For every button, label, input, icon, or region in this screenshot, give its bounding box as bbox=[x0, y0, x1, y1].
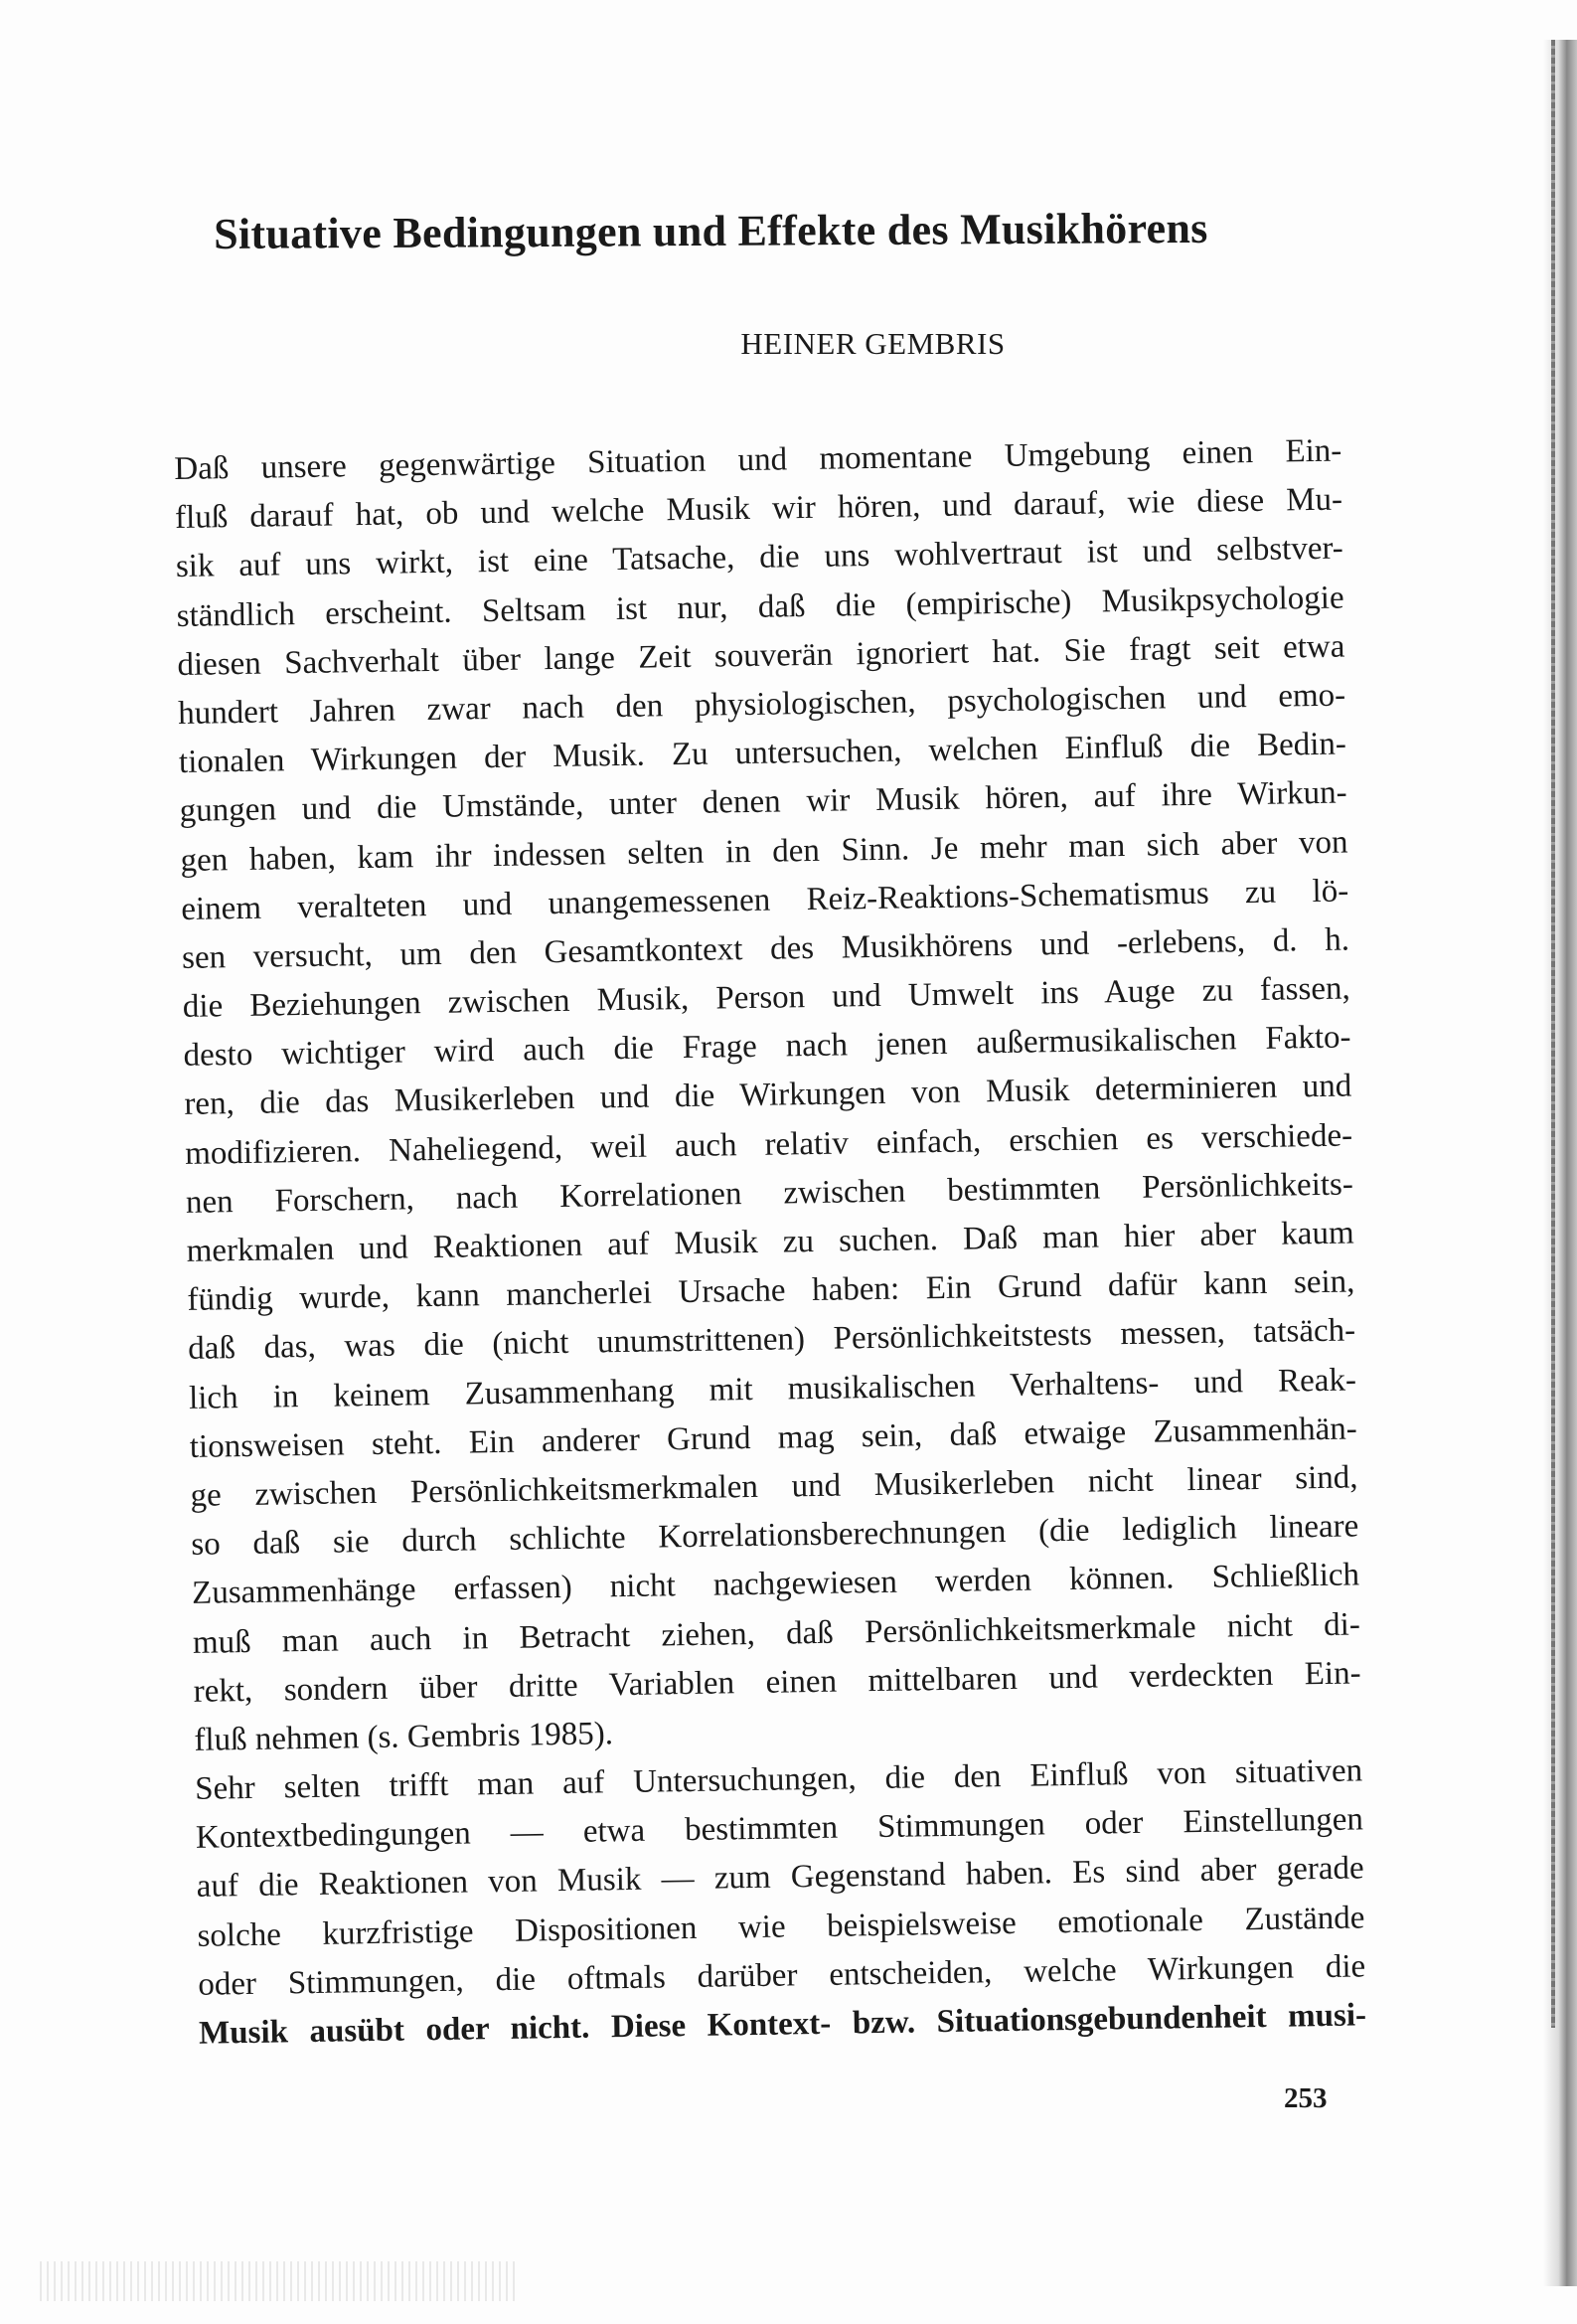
text-line: nen Forschern, nach Korrelationen zwischen bestimmten Persönlichkeits- bbox=[185, 1166, 1354, 1221]
text-line: ständlich erscheint. Seltsam ist nur, daß die (empirische) Musikpsychologie bbox=[176, 580, 1344, 634]
scan-noise bbox=[40, 2261, 517, 2301]
text-line: sik auf uns wirkt, ist eine Tatsache, die uns wohlvertraut ist und selbstver- bbox=[175, 530, 1344, 585]
text-line: lich in keinem Zusammenhang mit musikalischen Verhaltens- und Reak- bbox=[188, 1361, 1357, 1416]
text-line: tionsweisen steht. Ein anderer Grund mag sein, daß etwaige Zusammenhän- bbox=[189, 1411, 1357, 1465]
text-line: Daß unsere gegenwärtige Situation und momentane Umgebung einen Ein- bbox=[174, 432, 1342, 487]
text-line: Sehr selten trifft man auf Untersuchungen, die den Einfluß von situativen bbox=[194, 1752, 1363, 1807]
text-line: muß man auch in Betracht ziehen, daß Persönlichkeitsmerkmale nicht di- bbox=[192, 1605, 1361, 1661]
text-line: so daß sie durch schlichte Korrelationsberechnungen (die lediglich lineare bbox=[191, 1508, 1359, 1563]
text-line: gen haben, kam ihr indessen selten in den Sinn. Je mehr man sich aber von bbox=[180, 823, 1348, 879]
text-line: Musik ausübt oder nicht. Diese Kontext- bzw. Situationsgebundenheit musi- bbox=[198, 1997, 1367, 2052]
text-line: modifizieren. Naheliegend, weil auch relativ einfach, erschien es verschiede- bbox=[184, 1117, 1353, 1172]
text-line: Zusammenhänge erfassen) nicht nachgewiesen werden können. Schließlich bbox=[191, 1557, 1360, 1612]
text-line: rekt, sondern über dritte Variablen einen mittelbaren und verdeckten Ein- bbox=[193, 1655, 1361, 1710]
text-line: gungen und die Umstände, unter denen wir Musik hören, auf ihre Wirkun- bbox=[179, 774, 1347, 830]
text-line: sen versucht, um den Gesamtkontext des Musikhörens und -erlebens, d. h. bbox=[181, 921, 1350, 976]
text-line: oder Stimmungen, die oftmals darüber entscheiden, welche Wirkungen die bbox=[198, 1948, 1366, 2003]
text-line: Kontextbedingungen — etwa bestimmten Stimmungen oder Einstellungen bbox=[195, 1801, 1364, 1857]
text-line: hundert Jahren zwar nach den physiologischen, psychologischen und emo- bbox=[177, 677, 1346, 732]
text-line: fündig wurde, kann mancherlei Ursache haben: Ein Grund dafür kann sein, bbox=[187, 1263, 1355, 1319]
page-number: 253 bbox=[1284, 2082, 1328, 2114]
text-line: ren, die das Musikerleben und die Wirkungen von Musik determinieren und bbox=[184, 1068, 1352, 1123]
body-text bbox=[174, 427, 1366, 2059]
text-line: diesen Sachverhalt über lange Zeit souverän ignoriert hat. Sie fragt seit etwa bbox=[177, 628, 1345, 683]
chapter-title: Situative Bedingungen und Effekte des Musikhörens bbox=[214, 203, 1208, 258]
text-line: solche kurzfristige Dispositionen wie beispielsweise emotionale Zustände bbox=[197, 1899, 1365, 1954]
text-line: merkmalen und Reaktionen auf Musik zu suchen. Daß man hier aber kaum bbox=[186, 1215, 1354, 1269]
text-line: daß das, was die (nicht unumstrittenen) Persönlichkeitstests messen, tatsäch- bbox=[188, 1312, 1356, 1368]
text-line: tionalen Wirkungen der Musik. Zu untersuchen, welchen Einfluß die Bedin- bbox=[178, 726, 1347, 781]
text-line: desto wichtiger wird auch die Frage nach jenen außermusikalischen Fakto- bbox=[183, 1019, 1351, 1075]
text-line: ge zwischen Persönlichkeitsmerkmalen und Musikerleben nicht linear sind, bbox=[190, 1459, 1358, 1514]
text-line: einem veralteten und unangemessenen Reiz-Reaktions-Schematismus zu lö- bbox=[181, 873, 1349, 927]
scan-gutter-shadow bbox=[1543, 40, 1577, 2286]
text-line: fluß nehmen (s. Gembris 1985). bbox=[194, 1716, 614, 1758]
text-line: die Beziehungen zwischen Musik, Person und Umwelt ins Auge zu fassen, bbox=[182, 970, 1351, 1025]
author-name: HEINER GEMBRIS bbox=[740, 326, 1006, 361]
text-line: auf die Reaktionen von Musik — zum Gegenstand haben. Es sind aber gerade bbox=[196, 1850, 1364, 1906]
text-line: fluß darauf hat, ob und welche Musik wir hören, und darauf, wie diese Mu- bbox=[174, 481, 1343, 537]
